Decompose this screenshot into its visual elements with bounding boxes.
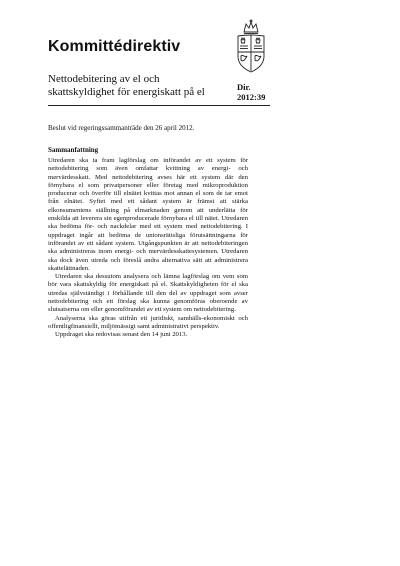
- summary-paragraph: Utredaren ska ta fram lagförslag om införandet av ett system för nettodebitering som även omfattar kvittning av energi- och mervärdesskatt. Med nettodebitering avses här ett system där den förnybara el som privatpersoner eller företag med mikroproduktion producerar och överför till elnätet kvittas mot annan el som de tar emot från elnätet. Syftet med ett sådant system är främst att stärka elkonsumentens ställning på elmarknaden genom att underlätta för enskilda att leverera sin egenproducerade förnybara el till nätet. Utredaren ska bedöma för- och nackdelar med ett system med nettodebitering. I uppdraget ingår att bedöma de unionsrättsliga förutsättningarna för införandet av ett sådant system. Utgångspunkten är att nettodebiteringen ska administreras inom energi- och mervärdesskattesystemen. Utredaren ska dock även utreda och föreslå andra alternativa sätt att administrera skattelättnaden.: [48, 157, 248, 272]
- directive-label: Dir.: [237, 82, 251, 92]
- document-title: Kommittédirektiv: [48, 38, 181, 55]
- summary-body: [48, 157, 248, 340]
- header-divider: [48, 105, 270, 106]
- summary-paragraph: Analyserna ska göras utifrån ett juridiskt, samhälls-ekonomiskt och offentligfinansiellt, miljömässigt samt administrativt perspektiv.: [48, 314, 248, 330]
- directive-reference: [237, 82, 265, 102]
- decision-line: Beslut vid regeringssammanträde den 26 april 2012.: [48, 124, 195, 132]
- coat-of-arms-icon: [232, 18, 270, 74]
- section-heading: Sammanfattning: [48, 146, 99, 154]
- directive-number: 2012:39: [237, 92, 266, 102]
- summary-paragraph: Uppdraget ska redovisas senast den 14 juni 2013.: [55, 331, 188, 339]
- summary-paragraph: Utredaren ska dessutom analysera och lämna lagförslag om vem som bör vara skattskyldig för energiskatt på el. Skattskyldigheten för el ska utredas självständigt i förhållande till den del av uppdraget som avser nettodebitering och ett förslag ska kunna genomföras oberoende av slutsatserna om eller genomförandet av ett system om nettodebitering.: [48, 273, 248, 314]
- document-subtitle: Nettodebitering av el och skattskyldighet för energiskatt på el: [48, 73, 205, 98]
